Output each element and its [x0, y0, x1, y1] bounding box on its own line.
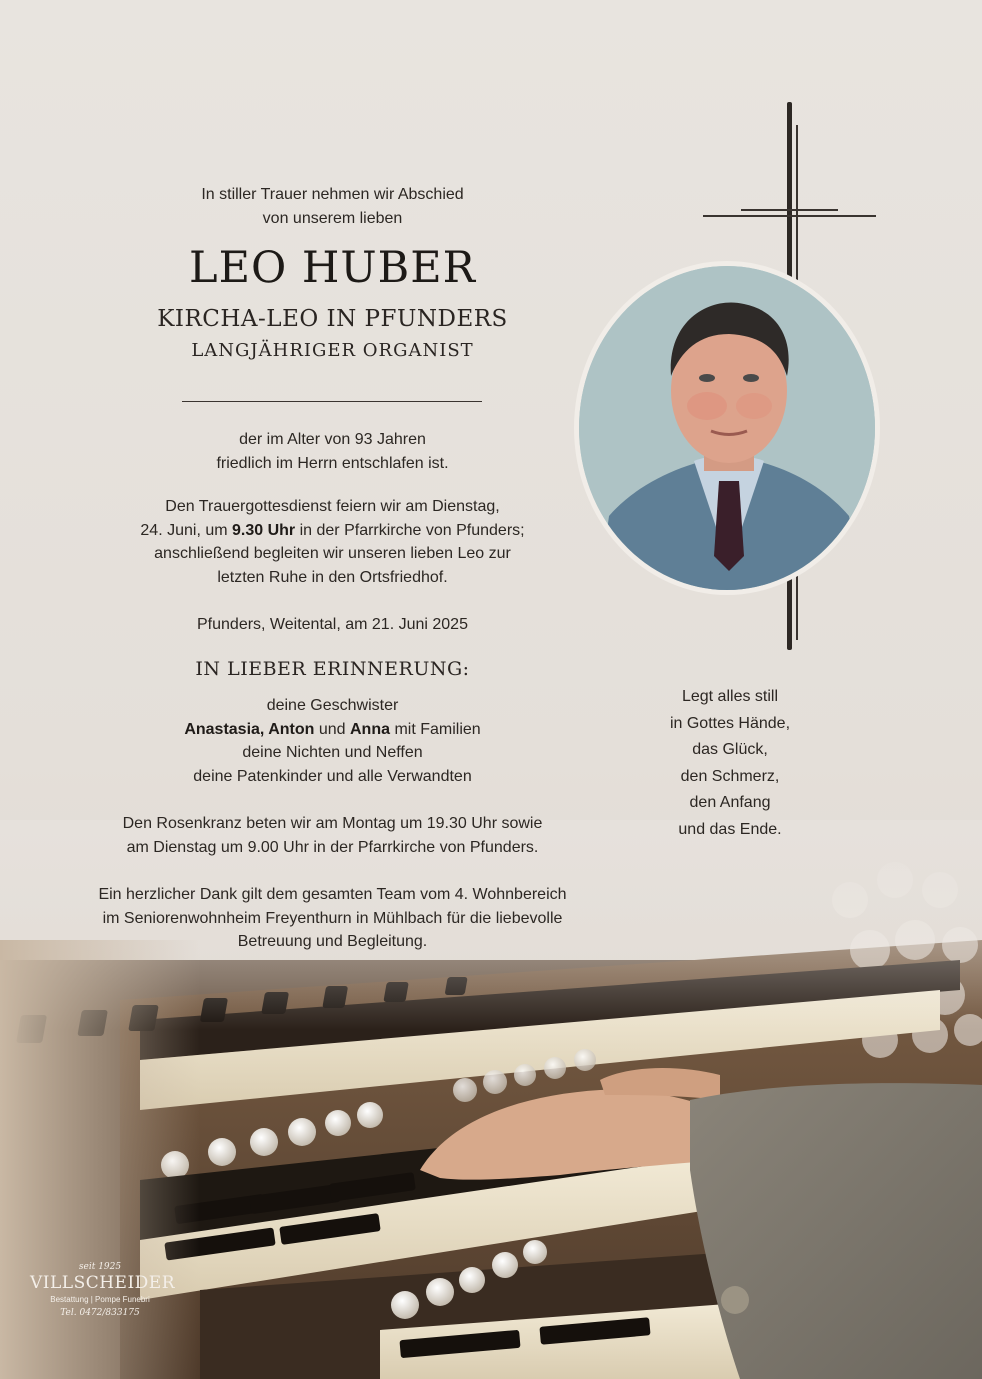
portrait-photo-frame — [574, 261, 880, 595]
mourners-list — [95, 694, 570, 788]
poem — [640, 684, 820, 843]
logo-subtitle: Bestattung | Pompe Funebri — [50, 1295, 150, 1304]
poem-line: den Anfang — [689, 794, 771, 811]
death-line-1: der im Alter von 93 Jahren — [239, 431, 426, 448]
intro-line-1: In stiller Trauer nehmen wir Abschied — [201, 186, 464, 203]
poem-line: in Gottes Hände, — [669, 714, 791, 732]
logo-since: seit 1925 — [78, 1262, 122, 1272]
funeral-home-logo — [30, 1262, 176, 1318]
mourners-line-1: deine Geschwister — [266, 697, 399, 714]
portrait-illustration — [579, 266, 875, 590]
cross-short-horizontal-bar — [741, 209, 838, 211]
death-notice — [95, 428, 570, 475]
funeral-line-1: Den Trauergottesdienst feiern wir am Dienstag, — [165, 498, 500, 515]
funeral-line-4: letzten Ruhe in den Ortsfriedhof. — [217, 568, 448, 586]
poem-line: den Schmerz, — [680, 767, 780, 785]
rosary-line-1: Den Rosenkranz beten wir am Montag um 19.30 Uhr sowie — [122, 815, 543, 832]
mourners-line-2 — [95, 718, 570, 742]
poem-line: und das Ende. — [678, 820, 782, 838]
funeral-time: 9.30 Uhr — [232, 521, 296, 539]
intro-text — [95, 183, 570, 230]
funeral-line-2 — [95, 519, 570, 543]
deceased-role: LANGJÄHRIGER ORGANIST — [191, 340, 474, 361]
and-text: und — [314, 720, 350, 738]
thanks-line-1: Ein herzlicher Dank gilt dem gesamten Team vom 4. Wohnbereich — [98, 886, 567, 903]
thanks-line-2: im Seniorenwohnheim Freyenthurn in Mühlbach für die liebevolle — [102, 909, 563, 927]
deceased-nickname: KIRCHA-LEO IN PFUNDERS — [157, 306, 508, 332]
sibling-names-1: Anastasia, Anton — [184, 720, 315, 738]
mourners-line-4: deine Patenkinder und alle Verwandten — [193, 767, 472, 785]
thanks-line-3: Betreuung und Begleitung. — [237, 933, 428, 950]
poem-line: Legt alles still — [681, 688, 779, 705]
funeral-line-3: anschließend begleiten wir unseren lieben Leo zur — [154, 545, 511, 562]
divider-line — [182, 401, 482, 402]
funeral-info — [95, 495, 570, 589]
sibling-names-2: Anna — [350, 720, 390, 738]
memory-heading: IN LIEBER ERINNERUNG: — [195, 658, 470, 680]
death-line-2: friedlich im Herrn entschlafen ist. — [216, 454, 449, 472]
thanks-text — [80, 883, 585, 954]
cross-long-horizontal-bar — [703, 215, 876, 217]
logo-brand: VILLSCHEIDER — [30, 1273, 176, 1293]
rosary-info — [95, 812, 570, 859]
rosary-line-2: am Dienstag um 9.00 Uhr in der Pfarrkirche von Pfunders. — [126, 838, 539, 856]
deceased-name: LEO HUBER — [189, 243, 476, 293]
intro-line-2: von unserem lieben — [262, 209, 403, 227]
funeral-line-2-pre: 24. Juni, um — [140, 521, 233, 539]
poem-line: das Glück, — [692, 741, 768, 758]
portrait-photo — [579, 266, 875, 590]
logo-phone: Tel. 0472/833175 — [60, 1308, 140, 1318]
funeral-line-2-post: in der Pfarrkirche von Pfunders; — [295, 521, 525, 539]
place-date: Pfunders, Weitental, am 21. Juni 2025 — [197, 616, 468, 633]
families-text: mit Familien — [390, 720, 481, 738]
mourners-line-3: deine Nichten und Neffen — [242, 744, 423, 761]
